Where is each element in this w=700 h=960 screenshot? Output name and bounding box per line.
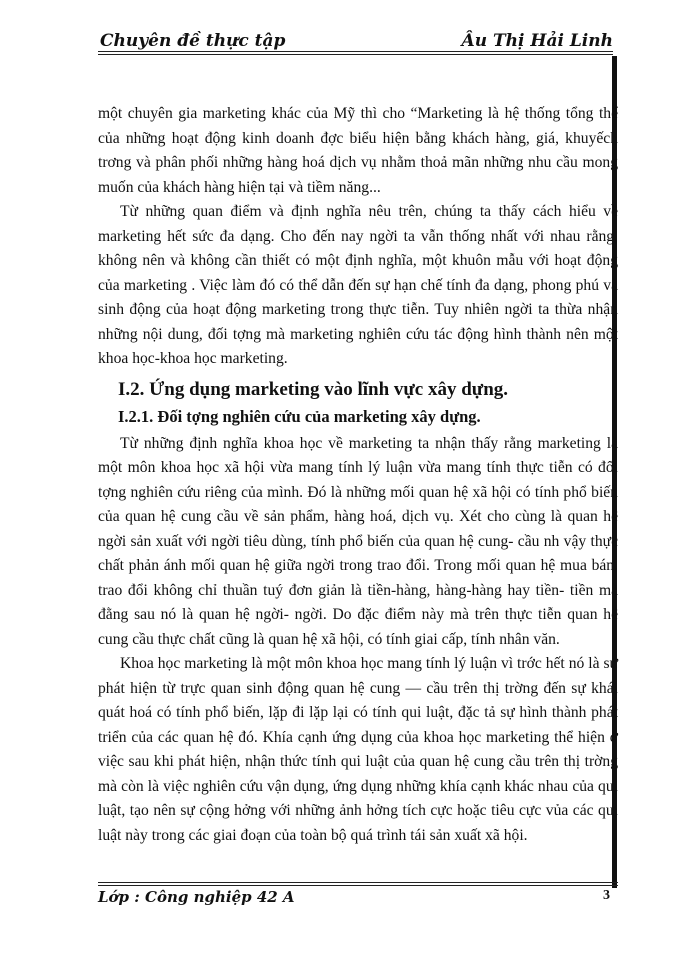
paragraph-3: Từ những định nghĩa khoa học về marketing ta nhận thấy rằng marketing là một môn khoa học xã hội vừa mang tính lý luận vừa mang tính thực tiễn có đối tợng nghiên cứu riêng của mình. Đó là những mối quan hệ xã hội có tính phổ biến của quan hệ cung cầu về sản phẩm, hàng hoá, dịch vụ. Xét cho cùng là quan hệ ngời sản xuất với ngời tiêu dùng, tính phổ biến của quan hệ cung- cầu nh vậy thực chất phản ánh mối quan hệ giữa ngời trong trao đổi. Trong mối quan hệ mua bán, trao đổi không chỉ thuần tuý đơn giản là tiền-hàng, hàng-hàng hay tiền- tiền mà đằng sau nó là quan hệ ngời- ngời. Do đặc điểm này mà trên thực tiễn quan hệ cung cầu thực chất cũng là quan hệ xã hội, có tính giai cấp, tính nhân văn.	[98, 434, 618, 648]
footer-rule-double	[98, 885, 618, 886]
header-author: Âu Thị Hải Linh	[461, 31, 613, 51]
footer-rule	[98, 882, 618, 883]
page-number: 3	[603, 888, 610, 903]
header-rule	[98, 51, 613, 52]
document-body	[98, 102, 618, 848]
paragraph-1: một chuyên gia marketing khác của Mỹ thì cho “Marketing là hệ thống tổng thể của những hoạt động kinh doanh đợc biểu hiện bằng khách hàng, giá, khuyếch trơng và phân phối những hàng hoá dịch vụ nhằm thoả mãn những nhu cầu mong muốn của khách hàng hiện tại và tiềm năng...	[98, 105, 618, 196]
subsection-heading: I.2.1. Đối tợng nghiên cứu của marketing xây dựng.	[118, 406, 481, 426]
page-header	[98, 27, 613, 53]
header-rule-double	[98, 54, 613, 55]
paragraph-4: Khoa học marketing là một môn khoa học mang tính lý luận vì trớc hết nó là sự phát hiện từ trực quan sinh động quan hệ cung — cầu trên thị trờng đến sự khái quát hoá có tính phổ biến, lặp đi lặp lại có tính qui luật, đặc tả sự hình thành phát triển của các quan hệ đó. Khía cạnh ứng dụng của khoa học marketing thể hiện ở việc sau khi phát hiện, nhận thức tính qui luật của quan hệ cung cầu trên thị trờng mà còn là việc nghiên cứu vận dụng, ứng dụng những khía cạnh khác nhau của qui luật, tạo nên sự cộng hởng với những ảnh hởng tích cực hoặc tiêu cực vủa các qui luật này trong các giai đoạn của toàn bộ quá trình tái sản xuất xã hội.	[98, 655, 618, 844]
paragraph-2: Từ những quan điểm và định nghĩa nêu trên, chúng ta thấy cách hiểu về marketing hết sức đa dạng. Cho đến nay ngời ta vẫn thống nhất với nhau rằng, không nên và không cần thiết có một định nghĩa, một khuôn mẫu với hoạt động của marketing . Việc làm đó có thể dẫn đến sự hạn chế tính đa dạng, phong phú và sinh động của hoạt động marketing trong thực tiễn. Tuy nhiên ngời ta thừa nhận những nội dung, đối tợng mà marketing nghiên cứu tác động hình thành nên một khoa học-khoa học marketing.	[98, 203, 618, 367]
header-title: Chuyên đề thực tập	[100, 31, 286, 51]
section-heading: I.2. Ứng dụng marketing vào lĩnh vực xây dựng.	[118, 378, 509, 400]
footer-class-label: Lớp : Công nghiệp 42 A	[98, 888, 295, 906]
page-footer	[98, 882, 618, 912]
